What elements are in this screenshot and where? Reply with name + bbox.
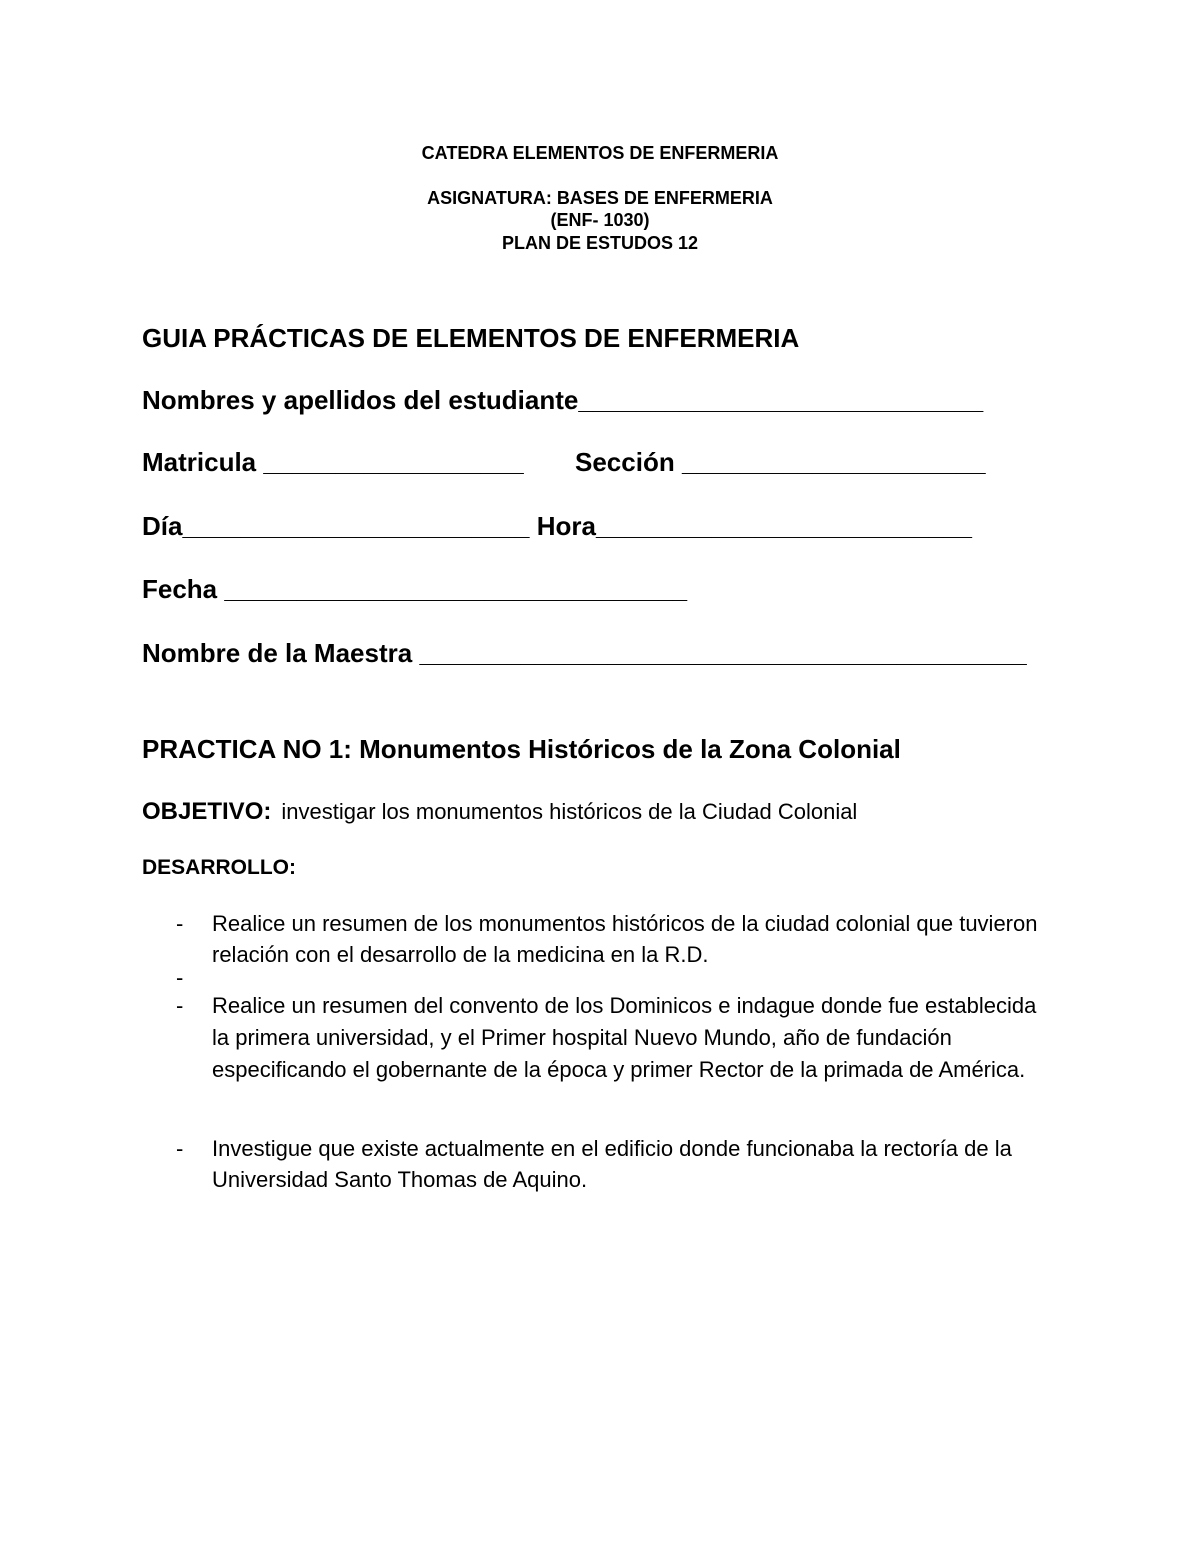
objetivo-line	[142, 798, 857, 826]
list-item-text: Investigue que existe actualmente en el edificio donde funcionaba la rectoría de la Universidad Santo Thomas de Aquino.	[212, 1136, 1012, 1192]
objetivo-label: OBJETIVO:	[142, 798, 272, 825]
list-item	[176, 908, 1056, 970]
student-name-blank: ____________________________	[578, 385, 984, 415]
student-name-field	[142, 385, 983, 416]
student-name-label: Nombres y apellidos del estudiante	[142, 385, 579, 415]
maestra-label: Nombre de la Maestra	[142, 638, 420, 668]
maestra-field	[142, 638, 1027, 669]
study-plan: PLAN DE ESTUDOS 12	[501, 233, 699, 253]
matricula-label: Matricula	[142, 447, 264, 477]
desarrollo-label: DESARROLLO:	[142, 856, 296, 879]
matricula-blank: __________________	[263, 447, 524, 477]
list-dash: -	[176, 1136, 184, 1161]
list-dash: -	[176, 993, 184, 1018]
list-item-text: Realice un resumen del convento de los Dominicos e indague donde fue establecida la primera universidad, y el Primer hospital Nuevo Mundo, año de fundación especificando el gobernante de la época y primer Rector de la primada de América.	[212, 993, 1037, 1082]
fecha-blank: ________________________________	[224, 574, 688, 604]
dia-blank: ________________________	[182, 511, 530, 541]
maestra-blank: __________________________________________	[419, 638, 1027, 668]
seccion-label: Sección	[575, 447, 682, 477]
fecha-label: Fecha	[142, 574, 225, 604]
practica-title: PRACTICA NO 1: Monumentos Históricos de la Zona Colonial	[142, 734, 901, 764]
objetivo-text: investigar los monumentos históricos de la Ciudad Colonial	[281, 799, 858, 824]
dia-hora-field	[142, 511, 972, 542]
hora-label: Hora	[529, 511, 596, 541]
list-dash: -	[176, 911, 184, 936]
list-item-text: Realice un resumen de los monumentos históricos de la ciudad colonial que tuvieron relación con el desarrollo de la medicina en la R.D.	[212, 911, 1038, 967]
guide-title: GUIA PRÁCTICAS DE ELEMENTOS DE ENFERMERIA	[142, 323, 800, 353]
hora-blank: __________________________	[595, 511, 972, 541]
matricula-field	[142, 447, 524, 478]
list-item	[176, 1133, 1056, 1195]
course-code: (ENF- 1030)	[550, 210, 650, 230]
catedra-heading: CATEDRA ELEMENTOS DE ENFERMERIA	[421, 143, 779, 163]
seccion-blank: _____________________	[681, 447, 986, 477]
dia-label: Día	[142, 511, 183, 541]
fecha-field	[142, 574, 687, 605]
list-dash: -	[176, 965, 184, 990]
asignatura-heading: ASIGNATURA: BASES DE ENFERMERIA	[427, 188, 773, 208]
seccion-field	[575, 447, 986, 478]
list-item	[176, 990, 1056, 1086]
